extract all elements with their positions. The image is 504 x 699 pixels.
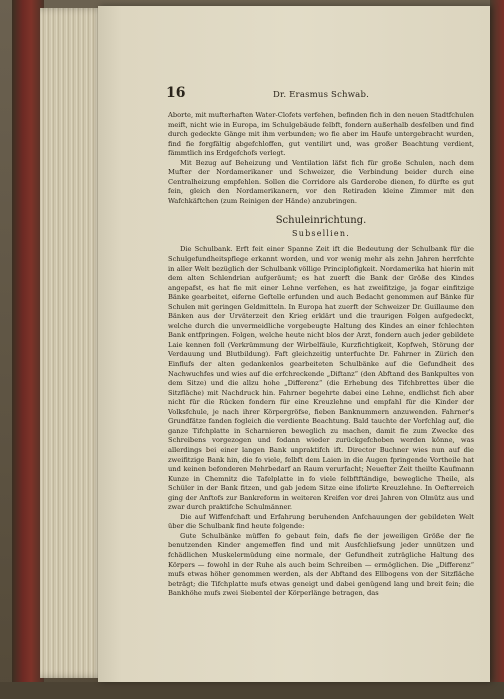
section-heading: Schuleinrichtung. [275, 215, 367, 227]
page-number: 16 [166, 85, 186, 101]
scan-bottom-strip [0, 682, 504, 699]
paragraph: Mit Bezug auf Beheizung und Ventilation läfst fich für große Schulen, nach dem Mufter der Nordamerikaner und Schweizer, die Verbindung beider durch eine Centralheizung empfehlen. Sollen die Corridore als Garderobe dienen, fo dürfte es gut fein, gleich den Nordamerikanern, vor den Retiraden kleine Zimmer mit den Wafchkäftchen (zum Reinigen der Hände) anzubringen. [168, 158, 474, 205]
paragraph: Die auf Wiffenfchaft und Erfahrung beruhenden Anfchauungen der gebildeten Welt über die Schulbank find heute folgende: [168, 512, 474, 531]
paragraph: Aborte, mit mufterhaften Water-Clofets verfehen, befinden fich in den neuen Stadtfchulen meift, nicht wie in Europa, im Schulgebäude felbft, fondern außerhalb desfelben und find durch gedeckte Gänge mit ihm verbunden; wo fie aber im Haufe untergebracht wurden, find fie forgfältig abgefchloffen, gut ventilirt und, was großer Beachtung verdient, fämmtlich ins Erdgefchofs verlegt. [168, 111, 474, 158]
paragraph: Gute Schulbänke müffen fo gebaut fein, dafs fie der jeweiligen Größe der fie benutzenden Kinder angemeffen find und mit Ausfchliefsung jeder unnützen und fchädlichen Muskelermüdung eine normale, der Gefundheit zuträgliche Haltung des Körpers — fowohl in der Ruhe als auch beim Schreiben — ermöglichen. Die „Differenz“ mufs etwas höher genommen werden, als der Abftand des Ellbogens von der Sitzfläche beträgt; die Tifchplatte mufs etwas geneigt und dabei genügend lang und breit fein; die Bankhöhe mufs zwei Siebentel der Körperlänge betragen, das [168, 531, 474, 598]
book-cover-edge [490, 0, 504, 699]
running-head: Dr. Erasmus Schwab. [273, 90, 369, 100]
paragraph: Die Schulbank. Erft feit einer Spanne Zeit ift die Bedeutung der Schulbank für die Schulgefundheitspflege erkannt worden, und vor wenig mehr als zehn Jahren herrfchte in aller Welt bezüglich der Schulbank völlige Principlofigkeit. Nordamerika hat hierin mit dem alten Schlendrian aufgeräumt; es hat zuerft die Bank der Größe des Kindes angepafst, es hat fie mit einer Lehne verfehen, es hat zweifitzige, ja fogar einfitzige Bänke gearbeitet, eiferne Geftelle erfunden und auch Bedacht genommen auf Bänke für Schulen mit geringen Geldmitteln. In Europa hat zuerft der Schweizer Dr. Guillaume den Bänken aus der Urväterzeit den Krieg erklärt und die traurigen Folgen aufgedeckt, welche durch die unvermeidliche vorgebeugte Haltung des Kindes an einer fchlechten Bank entfpringen. Folgen, welche heute nicht blos der Arzt, fondern auch jeder gebildete Laie kennen foll (Verkrümmung der Wirbelfäule, Kurzfichtigkeit, Kopfweh, Störung der Verdauung und Blutbildung). Faft gleichzeitig unterfuchte Dr. Fahrner in Zürich den Einflufs der alten gedankenlos gearbeiteten Schulbänke auf die Gefundheit des Nachwuchfes und wies auf die erfchreckende „Diftanz“ (den Abftand des Bankpultes von dem Sitze) und die allzu hohe „Differenz“ (die Erhebung des Tifchbrettes über die Sitzfläche) mit Nachdruck hin. Fahrner begehrte dabei eine Lehne, endlichst fich aber nicht für die Rücken fondern für eine Kreuzlehne und empfahl für die Kinder der Volksfchule, je nach ihrer Körpergröfse, fieben Banknummern anzuwenden. Fahrner's Grundfätze fanden fogleich die verdiente Beachtung. Bald tauchte der Vorfchlag auf, die ganze Tifchplatte in Scharnieren beweglich zu machen, damit fie zum Zwecke des Schreibens vorgezogen und fodann wieder zurückgefchoben werden könne, was allerdings bei einer langen Bank unpraktifch ift. Director Buchner wies nun auf die zweifitzige Bank hin, die fo viele, felbft dem Laien in die Augen fpringende Vortheile hat und keinen befonderen Mehrbedarf an Raum verurfacht; Neuefter Zeit theilte Kaufmann Kunze in Chemnitz die Tafelplatte in fo viele felbftftändige, bewegliche Theile, als Schüler in der Bank fitzen, und gab jedem Sitze eine ifolirte Kreuzlehne. In Oefterreich ging der Anftofs zur Bankreform in weiteren Kreifen vor drei Jahren von Olmütz aus und zwar durch praktifche Schulmänner. [168, 245, 474, 512]
section-subheading: Subsellien. [292, 229, 350, 239]
book-page [98, 6, 490, 682]
page-edges [40, 8, 106, 678]
page-body [168, 111, 474, 599]
